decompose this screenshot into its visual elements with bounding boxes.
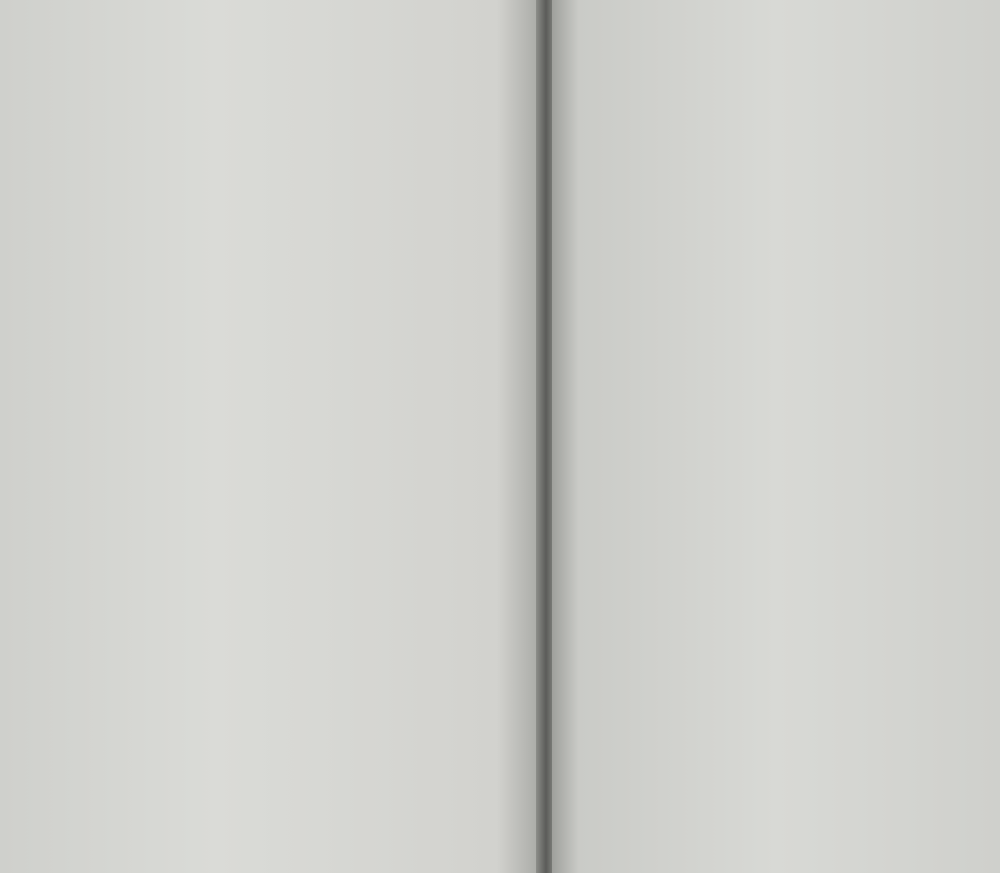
right-page — [552, 0, 1000, 873]
